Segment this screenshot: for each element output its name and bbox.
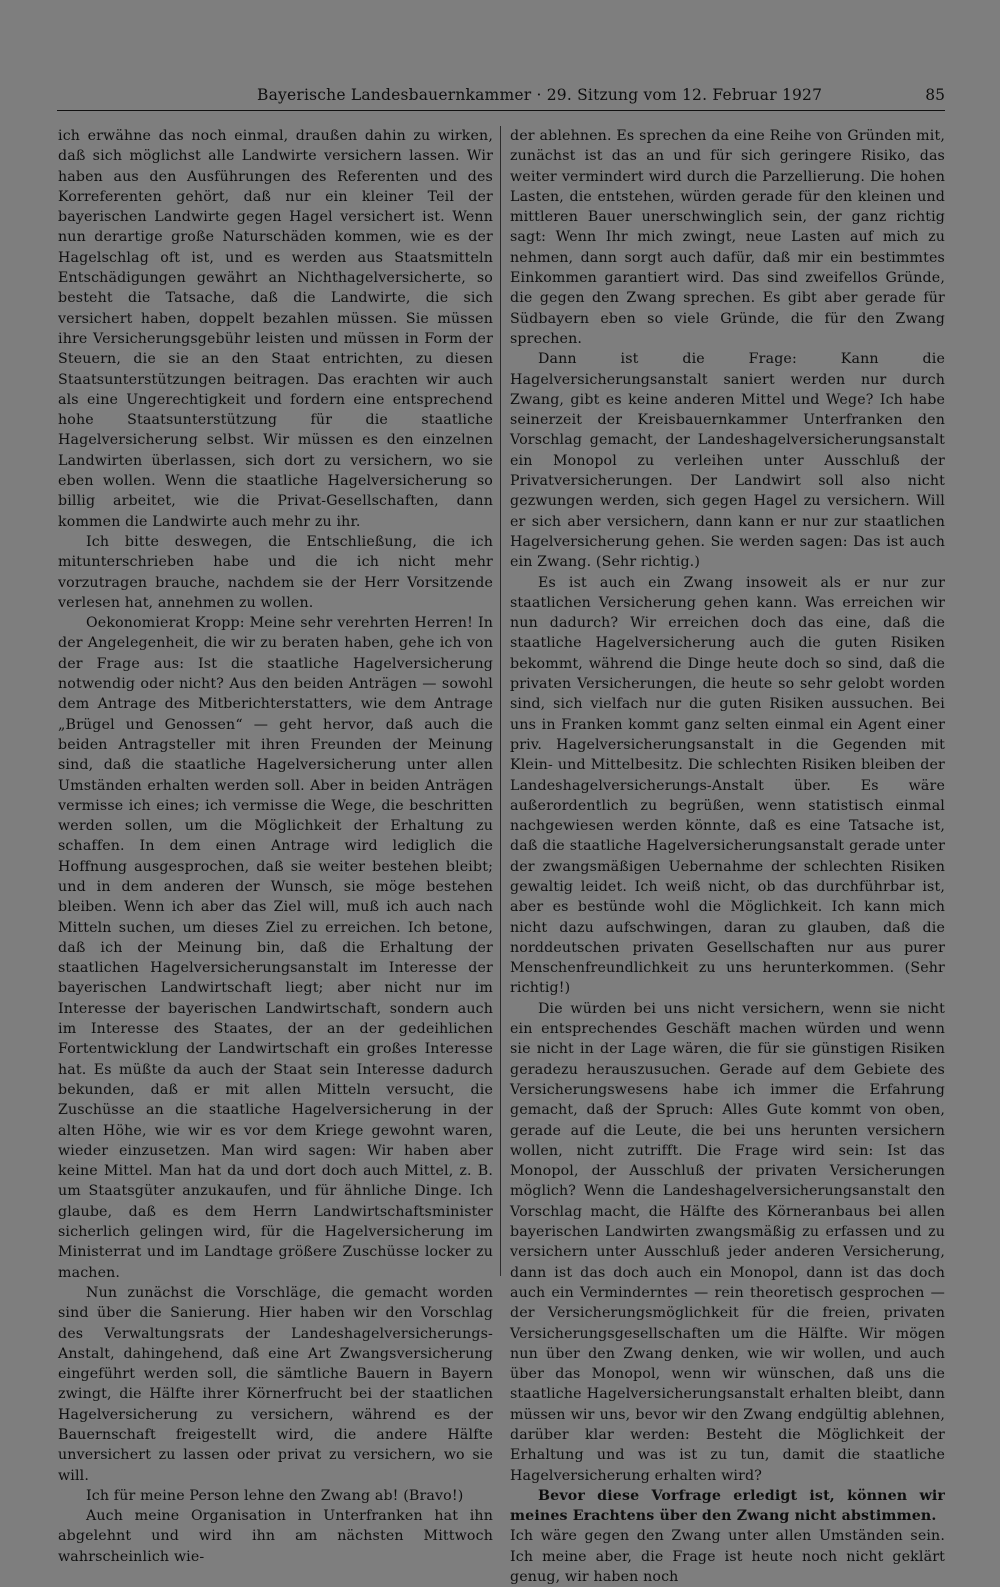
bold-paragraph: Bevor diese Vorfrage erledigt ist, können wir meines Erachtens über den Zwang nicht abstimmen. [510, 1487, 945, 1525]
right-column [510, 126, 945, 1586]
paragraph: Es ist auch ein Zwang insoweit als er nur zur staatlichen Versicherung gehen kann. Was erreichen wir nun dadurch? Wir erreichen doch das eine, daß die staatliche Hagelversicherung auch die guten Risiken bekommt, während die Dinge heute doch so sind, daß die privaten Versicherungen, die heute so sehr gelobt worden sind, sich vielfach nur die guten Risiken aussuchen. Bei uns in Franken kommt ganz selten einmal ein Agent einer priv. Hagelversicherungsanstalt in die Gegenden mit Klein- und Mittelbesitz. Die schlechten Risiken bleiben der Landeshagelversicherungs-Anstalt über. Es wäre außerordentlich zu begrüßen, wenn statistisch einmal nachgewiesen werden könnte, daß es eine Tatsache ist, daß die staatliche Hagelversicherungsanstalt gerade unter der zwangsmäßigen Uebernahme der schlechten Risiken gewaltig leidet. Ich weiß nicht, ob das durchführbar ist, aber es bestünde wohl die Möglichkeit. Ich kann mich nicht dazu aufschwingen, daran zu glauben, daß die norddeutschen privaten Gesellschaften nur aus purer Menschenfreundlichkeit zu uns herunterkommen. (Sehr richtig!) [510, 574, 945, 997]
paragraph: Ich wäre gegen den Zwang unter allen Umständen sein. Ich meine aber, die Frage ist heute noch nicht geklärt genug, wir haben noch [510, 1528, 945, 1586]
paragraph: Oekonomierat Kropp: Meine sehr verehrten Herren! In der Angelegenheit, die wir zu beraten haben, gehe ich von der Frage aus: Ist die staatliche Hagelversicherung notwendig oder nicht? Aus den beiden Anträgen — sowohl dem Antrage des Mitberichterstatters, wie dem Antrage „Brügel und Genossen“ — geht hervor, daß auch die beiden Antragsteller mit ihren Freunden der Meinung sind, daß die staatliche Hagelversicherung unter allen Umständen erhalten werden soll. Aber in beiden Anträgen vermisse ich eines; ich vermisse die Wege, die beschritten werden sollen, um die Möglichkeit der Erhaltung zu schaffen. In dem einen Antrage wird lediglich die Hoffnung ausgesprochen, daß sie weiter bestehen bleibt; und in dem anderen der Wunsch, sie möge bestehen bleiben. Wenn ich aber das Ziel will, muß ich auch nach Mitteln suchen, um dieses Ziel zu erreichen. Ich betone, daß ich der Meinung bin, daß die Erhaltung der staatlichen Hagelversicherungsanstalt im Interesse der bayerischen Landwirtschaft liegt; aber nicht nur im Interesse der bayerischen Landwirtschaft, sondern auch im Interesse des Staates, der an der gedeihlichen Fortentwicklung der Landwirtschaft ein großes Interesse hat. Es müßte da auch der Staat sein Interesse dadurch bekunden, daß er mit allen Mitteln versucht, die Zuschüsse an die staatliche Hagelversicherung in der alten Höhe, wie wir es vor dem Kriege gewohnt waren, wieder einzusetzen. Man wird sagen: Wir haben aber keine Mittel. Man hat da und dort doch auch Mittel, z. B. um Staatsgüter anzukaufen, und für ähnliche Dinge. Ich glaube, daß es dem Herrn Landwirtschaftsminister sicherlich gelingen wird, für die Hagelversicherung im Ministerrat und im Landtage größere Zuschüsse locker zu machen. [58, 615, 493, 1281]
page-number: 85 [925, 86, 945, 104]
paragraph: Nun zunächst die Vorschläge, die gemacht worden sind über die Sanierung. Hier haben wir den Vorschlag des Verwaltungsrats der Landeshagelversicherungs-Anstalt, dahingehend, daß eine Art Zwangsversicherung eingeführt werden soll, die sämtliche Bauern in Bayern zwingt, die Hälfte ihrer Körnerfrucht bei der staatlichen Hagelversicherung zu versichern, während es der Bauernschaft freigestellt wird, die andere Hälfte unversichert zu lassen oder privat zu versichern, wo sie will. [58, 1284, 493, 1484]
running-title: Bayerische Landesbauernkammer · 29. Sitzung vom 12. Februar 1927 [257, 86, 823, 104]
paragraph: ich erwähne das noch einmal, draußen dahin zu wirken, daß sich möglichst alle Landwirte versichern lassen. Wir haben aus den Ausführungen des Referenten und des Korreferenten gehört, daß nur ein kleiner Teil der bayerischen Landwirte gegen Hagel versichert ist. Wenn nun derartige große Naturschäden kommen, wie es der Hagelschlag oft ist, und es werden aus Staatsmitteln Entschädigungen gewährt an Nichthagelversicherte, so besteht die Tatsache, daß die Landwirte, die sich versichert haben, doppelt bezahlen müssen. Sie müssen ihre Versicherungsgebühr leisten und müssen in Form der Steuern, die sie an den Staat entrichten, zu diesen Staatsunterstützungen beitragen. Das erachten wir auch als eine Ungerechtigkeit und fordern eine entsprechend hohe Staatsunterstützung für die staatliche Hagelversicherung selbst. Wir müssen es den einzelnen Landwirten überlassen, sich dort zu versichern, wo sie eben wollen. Wenn die staatliche Hagelversicherung so billig arbeitet, wie die Privat-Gesellschaften, dann kommen die Landwirte auch mehr zu ihr. [58, 128, 493, 530]
left-column [58, 126, 493, 1565]
paragraph: Auch meine Organisation in Unterfranken hat ihn abgelehnt und wird ihn am nächsten Mittwoch wahrscheinlich wie- [58, 1508, 493, 1565]
paragraph: Ich für meine Person lehne den Zwang ab! (Bravo!) [86, 1487, 464, 1504]
paragraph: Dann ist die Frage: Kann die Hagelversicherungsanstalt saniert werden nur durch Zwang, gibt es keine anderen Mittel und Wege? Ich habe seinerzeit der Kreisbauernkammer Unterfranken den Vorschlag gemacht, der Landeshagelversicherungsanstalt ein Monopol zu verleihen unter Ausschluß der Privatversicherungen. Der Landwirt soll also nicht gezwungen werden, sich gegen Hagel zu versichern. Will er sich aber versichern, dann kann er nur zur staatlichen Hagelversicherung gehen. Sie werden sagen: Das ist auch ein Zwang. (Sehr richtig.) [510, 351, 945, 571]
paragraph: Die würden bei uns nicht versichern, wenn sie nicht ein entsprechendes Geschäft machen würden und wenn sie nicht in der Lage wären, die für sie günstigen Risiken geradezu herauszusuchen. Gerade auf dem Gebiete des Versicherungswesens habe ich immer die Erfahrung gemacht, daß der Spruch: Alles Gute kommt von oben, gerade auf die Leute, die bei uns herunten versichern wollen, nicht zutrifft. Die Frage wird sein: Ist das Monopol, der Ausschluß der privaten Versicherungen möglich? Wenn die Landeshagelversicherungsanstalt den Vorschlag macht, die Hälfte des Körneranbaus bei allen bayerischen Landwirten zwangsmäßig zu erfassen und zu versichern unter Ausschluß jeder anderen Versicherung, dann ist das doch auch ein Monopol, dann ist das doch auch ein Verminderntes — rein theoretisch gesprochen — der Versicherungsmöglichkeit für die freien, privaten Versicherungsgesellschaften um die Hälfte. Wir mögen nun über den Zwang denken, wie wir wollen, und auch über das Monopol, wenn wir wünschen, daß uns die staatliche Hagelversicherungsanstalt erhalten bleibt, dann müssen wir uns, bevor wir den Zwang endgültig ablehnen, darüber klar werden: Besteht die Möglichkeit der Erhaltung und was ist zu tun, damit die staatliche Hagelversicherung erhalten wird? [510, 1000, 945, 1484]
running-header [57, 84, 945, 111]
column-divider [500, 126, 501, 1276]
paragraph: der ablehnen. Es sprechen da eine Reihe von Gründen mit, zunächst ist das an und für sich geringere Risiko, das weiter vermindert wird durch die Parzellierung. Die hohen Lasten, die entstehen, würden gerade für den kleinen und mittleren Bauer unerschwinglich sein, der ganz richtig sagt: Wenn Ihr mich zwingt, neue Lasten auf mich zu nehmen, dann sorgt auch dafür, daß mir ein bestimmtes Einkommen garantiert wird. Das sind zweifellos Gründe, die gegen den Zwang sprechen. Es gibt aber gerade für Südbayern eben so viele Gründe, die für den Zwang sprechen. [510, 128, 945, 347]
paragraph: Ich bitte deswegen, die Entschließung, die ich mitunterschrieben habe und die ich nicht mehr vorzutragen brauche, nachdem sie der Herr Vorsitzende verlesen hat, annehmen zu wollen. [58, 533, 493, 611]
